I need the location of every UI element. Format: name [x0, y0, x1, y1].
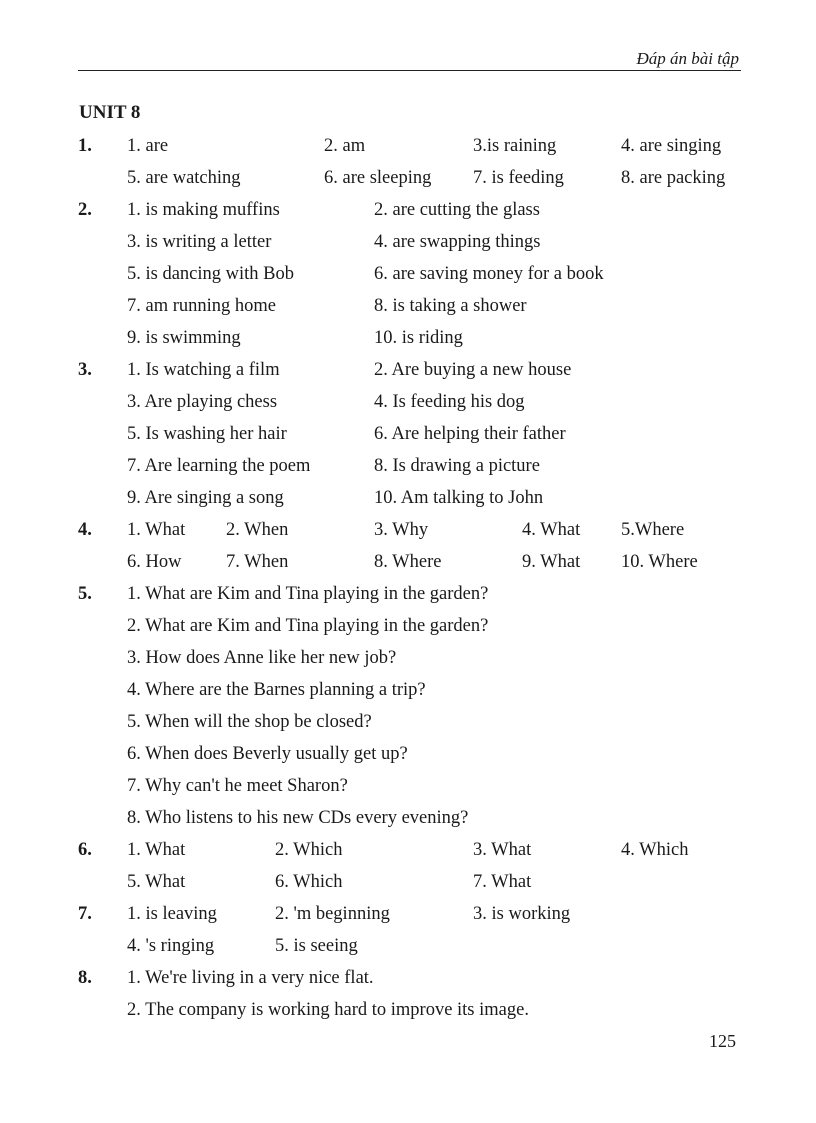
- page-number: 125: [709, 1031, 736, 1051]
- answer-item: 1. What: [127, 840, 186, 860]
- section-number: 2.: [78, 200, 92, 220]
- answer-item: 5. is dancing with Bob: [127, 264, 295, 284]
- answer-item: 7. is feeding: [473, 168, 564, 188]
- answer-item: 10. Where: [621, 552, 698, 572]
- answer-item: 10. is riding: [374, 328, 463, 348]
- answer-item: 2. What are Kim and Tina playing in the garden?: [127, 616, 489, 636]
- answer-item: 4. are swapping things: [374, 232, 541, 252]
- answer-item: 2. The company is working hard to improve its image.: [127, 1000, 529, 1020]
- answer-item: 1. is leaving: [127, 904, 217, 924]
- answer-item: 5. Is washing her hair: [127, 424, 287, 444]
- answer-item: 4. are singing: [621, 136, 722, 156]
- answer-item: 2. am: [324, 136, 366, 156]
- answer-item: 7. When: [226, 552, 289, 572]
- answer-item: 7. What: [473, 872, 532, 892]
- answer-item: 7. Why can't he meet Sharon?: [127, 776, 348, 796]
- answer-item: 9. What: [522, 552, 581, 572]
- answer-item: 2. Are buying a new house: [374, 360, 572, 380]
- answer-item: 3. Why: [374, 520, 429, 540]
- answer-item: 5. is seeing: [275, 936, 358, 956]
- answer-item: 8. are packing: [621, 168, 726, 188]
- answer-item: 6. When does Beverly usually get up?: [127, 744, 408, 764]
- answer-item: 3.is raining: [473, 136, 557, 156]
- section-number: 6.: [78, 840, 92, 860]
- answer-item: 7. am running home: [127, 296, 277, 316]
- answer-item: 10. Am talking to John: [374, 488, 544, 508]
- answer-item: 6. are sleeping: [324, 168, 432, 188]
- answer-item: 2. When: [226, 520, 289, 540]
- answer-item: 3. How does Anne like her new job?: [127, 648, 397, 668]
- answer-item: 4. 's ringing: [127, 936, 215, 956]
- answer-item: 8. Is drawing a picture: [374, 456, 540, 476]
- answer-item: 6. How: [127, 552, 182, 572]
- answer-item: 4. Which: [621, 840, 689, 860]
- header-title: Đáp án bài tập: [636, 49, 739, 68]
- section-number: 5.: [78, 584, 92, 604]
- answer-item: 5. When will the shop be closed?: [127, 712, 372, 732]
- unit-title: UNIT 8: [79, 102, 141, 123]
- answer-item: 2. 'm beginning: [275, 904, 390, 924]
- section-number: 8.: [78, 968, 92, 988]
- answer-item: 3. What: [473, 840, 532, 860]
- section-number: 1.: [78, 136, 92, 156]
- answer-item: 1. What are Kim and Tina playing in the garden?: [127, 584, 489, 604]
- answer-item: 2. are cutting the glass: [374, 200, 540, 220]
- answer-item: 6. Are helping their father: [374, 424, 566, 444]
- answer-item: 8. is taking a shower: [374, 296, 527, 316]
- answer-item: 1. What: [127, 520, 186, 540]
- answer-item: 4. Is feeding his dog: [374, 392, 525, 412]
- answer-item: 7. Are learning the poem: [127, 456, 311, 476]
- answer-item: 9. Are singing a song: [127, 488, 284, 508]
- answer-item: 5. What: [127, 872, 186, 892]
- answer-item: 5. are watching: [127, 168, 241, 188]
- answer-item: 3. Are playing chess: [127, 392, 278, 412]
- answer-item: 4. What: [522, 520, 581, 540]
- answer-item: 8. Where: [374, 552, 442, 572]
- section-number: 3.: [78, 360, 92, 380]
- answer-item: 5.Where: [621, 520, 685, 540]
- answer-item: 1. We're living in a very nice flat.: [127, 968, 374, 988]
- answer-item: 3. is writing a letter: [127, 232, 272, 252]
- answer-item: 1. Is watching a film: [127, 360, 280, 380]
- answer-item: 1. are: [127, 136, 169, 156]
- answer-item: 6. are saving money for a book: [374, 264, 604, 284]
- section-number: 4.: [78, 520, 92, 540]
- answer-item: 9. is swimming: [127, 328, 241, 348]
- page-header: [78, 48, 741, 71]
- answer-item: 6. Which: [275, 872, 343, 892]
- answer-item: 1. is making muffins: [127, 200, 280, 220]
- section-number: 7.: [78, 904, 92, 924]
- answer-item: 4. Where are the Barnes planning a trip?: [127, 680, 426, 700]
- answer-item: 3. is working: [473, 904, 571, 924]
- answer-item: 8. Who listens to his new CDs every evening?: [127, 808, 469, 828]
- answer-item: 2. Which: [275, 840, 343, 860]
